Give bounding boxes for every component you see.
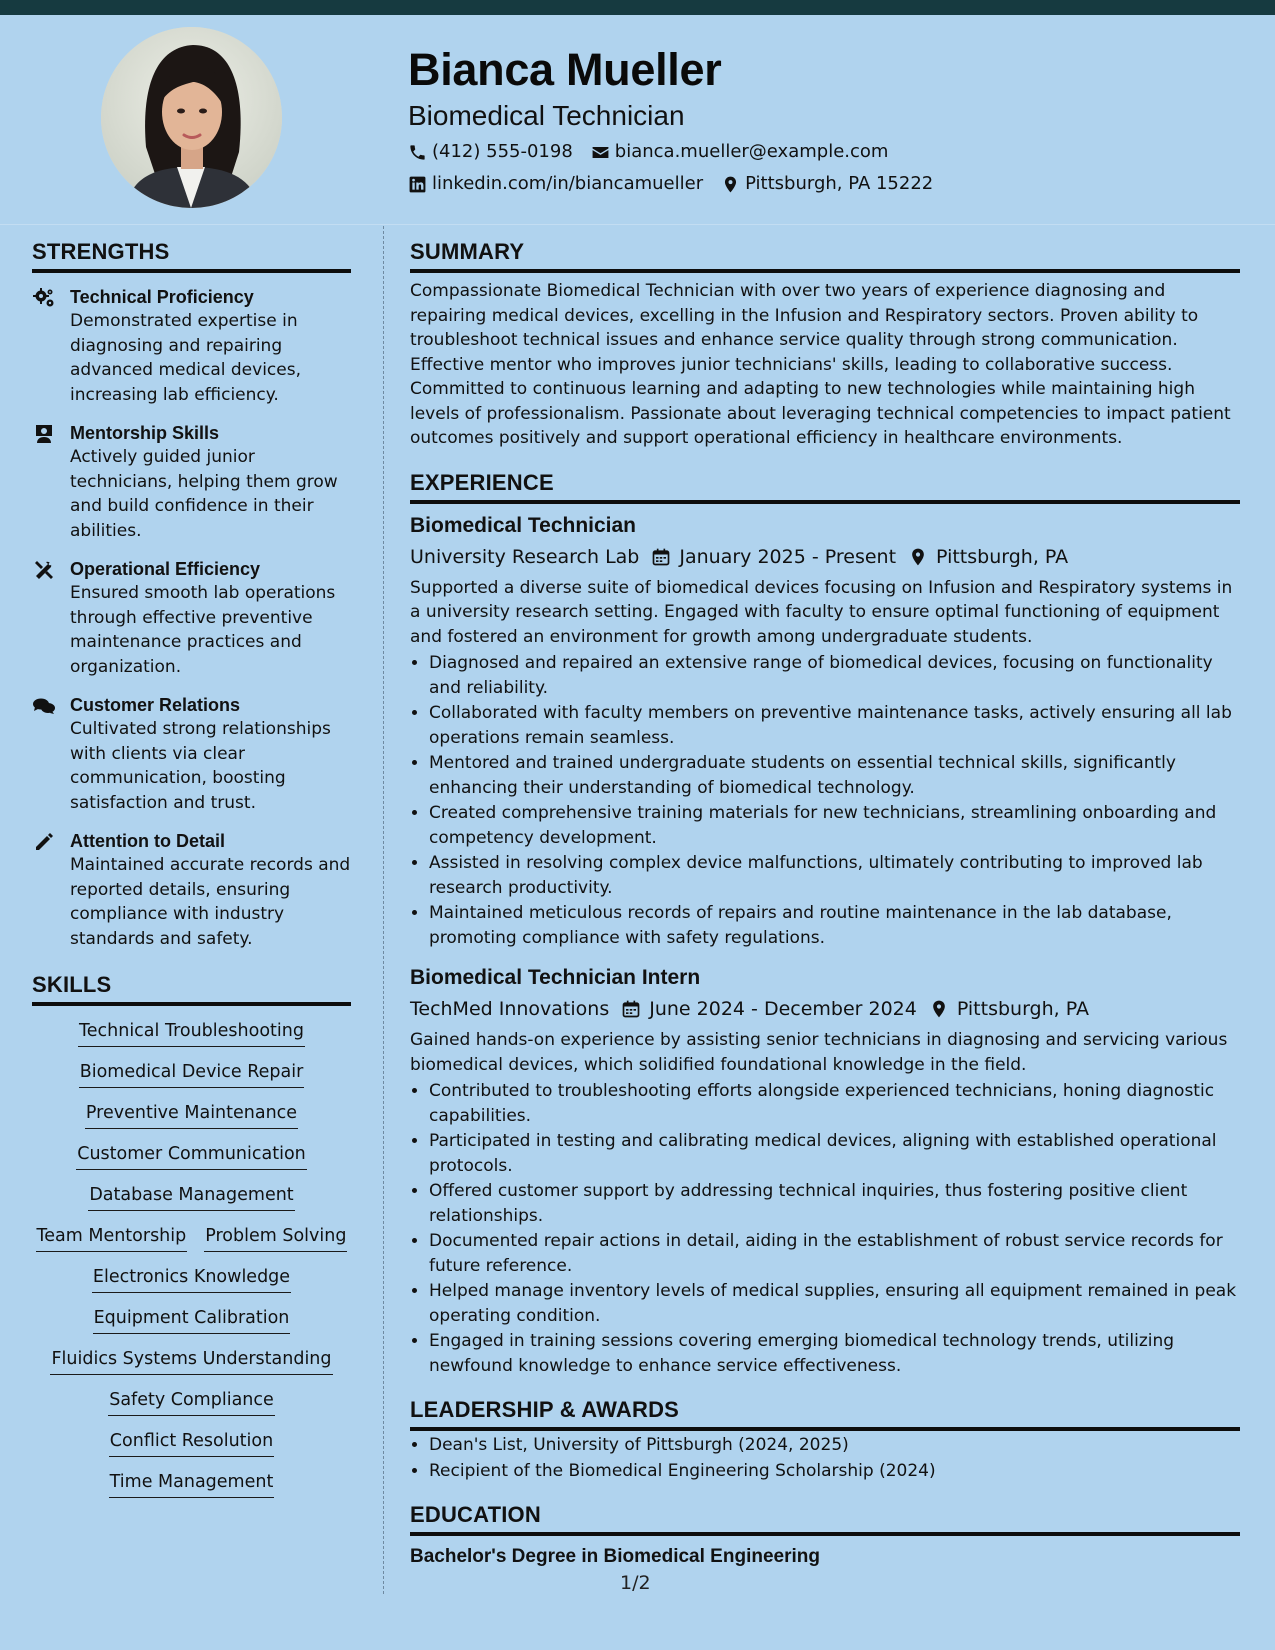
job-title: Biomedical Technician Intern xyxy=(410,966,701,989)
calendar-icon xyxy=(651,547,671,567)
skill-tag: Database Management xyxy=(88,1182,294,1211)
list-item: • Collaborated with faculty members on preventive maintenance tasks, actively ensuring all lab operations remain seamless. xyxy=(429,701,1240,750)
strength-title: Mentorship Skills xyxy=(70,423,220,443)
job-meta xyxy=(410,543,1240,571)
contact-email[interactable] xyxy=(591,139,889,165)
list-item: • Diagnosed and repaired an extensive range of biomedical devices, focusing on functionality and reliability. xyxy=(429,651,1240,700)
job-company: TechMed Innovations xyxy=(410,998,610,1020)
envelope-icon xyxy=(591,143,610,162)
list-item: • Maintained meticulous records of repairs and routine maintenance in the lab database, promoting compliance with safety regulations. xyxy=(429,901,1240,950)
list-item: • Documented repair actions in detail, aiding in the establishment of robust service records for future reference. xyxy=(429,1229,1240,1278)
skill-tag: Fluidics Systems Understanding xyxy=(50,1346,332,1375)
skill-tag: Electronics Knowledge xyxy=(92,1264,291,1293)
comments-icon xyxy=(32,694,56,718)
skills-title: SKILLS xyxy=(32,971,351,1006)
phone-icon xyxy=(408,143,427,162)
candidate-role: Biomedical Technician xyxy=(408,100,685,131)
strength-desc: Maintained accurate records and reported details, ensuring compliance with industry standards and safety. xyxy=(70,855,351,949)
strength-title: Technical Proficiency xyxy=(70,287,254,307)
contact-phone[interactable] xyxy=(408,139,573,165)
strength-title: Operational Efficiency xyxy=(70,559,261,579)
list-item: • Assisted in resolving complex device malfunctions, ultimately contributing to improved lab research productivity. xyxy=(429,851,1240,900)
location-text: Pittsburgh, PA 15222 xyxy=(745,173,934,194)
strength-title: Customer Relations xyxy=(70,695,241,715)
job-meta xyxy=(410,995,1240,1023)
list-item: • Engaged in training sessions covering emerging biomedical technology trends, utilizing newfound knowledge to enhance service effectiveness. xyxy=(429,1329,1240,1378)
skill-tag: Equipment Calibration xyxy=(93,1305,291,1334)
contact-row-1 xyxy=(408,139,1248,165)
column-divider xyxy=(383,226,384,1594)
strength-item xyxy=(32,829,351,951)
job-description: Gained hands-on experience by assisting senior technicians in diagnosing and servicing various biomedical devices, which solidified foundational knowledge in the field. xyxy=(410,1030,1228,1075)
linkedin-icon xyxy=(408,175,427,194)
skill-tag: Team Mentorship xyxy=(36,1223,188,1252)
left-column xyxy=(32,238,351,1498)
job-company: University Research Lab xyxy=(410,545,640,568)
candidate-name: Bianca Mueller xyxy=(408,44,722,95)
skill-tag: Preventive Maintenance xyxy=(85,1100,298,1129)
strength-item xyxy=(32,285,351,407)
summary-text: Compassionate Biomedical Technician with over two years of experience diagnosing and repairing medical devices, excelling in the Infusion and Respiratory sectors. Proven ability to troubleshoot technical issues and enhance service quality through strong communication. Effective mentor who improves junior technicians' skills, leading to collaborative success. Committed to continuous learning and adapting to new technologies while maintaining high levels of professionalism. Passionate about leveraging technical competencies to impact patient outcomes positively and support operational efficiency in healthcare environments. xyxy=(410,281,1231,448)
strength-item xyxy=(32,557,351,679)
skill-tag: Biomedical Device Repair xyxy=(79,1059,305,1088)
skill-tag: Safety Compliance xyxy=(108,1387,275,1416)
job-dates: June 2024 - December 2024 xyxy=(649,998,917,1020)
education-title: EDUCATION xyxy=(410,1501,1240,1536)
job-bullets xyxy=(410,651,1240,950)
email-text: bianca.mueller@example.com xyxy=(614,141,889,162)
strength-title: Attention to Detail xyxy=(70,831,225,851)
list-item: • Helped manage inventory levels of medical supplies, ensuring all equipment remained in peak operating condition. xyxy=(429,1279,1240,1328)
skill-tag: Problem Solving xyxy=(204,1223,347,1252)
summary-title: SUMMARY xyxy=(410,238,1240,273)
linkedin-text: linkedin.com/in/biancamueller xyxy=(432,173,704,194)
map-pin-icon xyxy=(721,175,740,194)
avatar xyxy=(101,27,282,208)
contact-linkedin[interactable] xyxy=(408,171,703,197)
experience-title: EXPERIENCE xyxy=(410,469,1240,504)
awards-title: LEADERSHIP & AWARDS xyxy=(410,1396,1240,1431)
job-title: Biomedical Technician xyxy=(410,513,637,537)
job-entry xyxy=(410,964,1240,1378)
skills-list xyxy=(32,1018,351,1498)
job-location: Pittsburgh, PA xyxy=(936,545,1069,568)
awards-list xyxy=(410,1433,1240,1483)
strength-item xyxy=(32,693,351,815)
strength-desc: Demonstrated expertise in diagnosing and repairing advanced medical devices, increasing lab efficiency. xyxy=(70,311,301,405)
map-pin-icon xyxy=(908,547,928,567)
page-number: 1/2 xyxy=(620,1572,651,1594)
strengths-title: STRENGTHS xyxy=(32,238,351,273)
right-column xyxy=(410,238,1240,1570)
list-item: • Participated in testing and calibrating medical devices, aligning with established operational protocols. xyxy=(429,1129,1240,1178)
strength-desc: Actively guided junior technicians, helping them grow and build confidence in their abilities. xyxy=(70,447,338,541)
contact-location xyxy=(721,171,933,197)
strength-desc: Cultivated strong relationships with clients via clear communication, boosting satisfaction and trust. xyxy=(70,719,331,813)
strength-item xyxy=(32,421,351,543)
top-bar xyxy=(0,0,1275,15)
list-item: • Created comprehensive training materials for new technicians, streamlining onboarding and competency development. xyxy=(429,801,1240,850)
pencil-icon xyxy=(32,830,56,854)
job-entry xyxy=(410,512,1240,951)
gears-icon xyxy=(32,286,56,310)
teacher-icon xyxy=(32,422,56,446)
skill-tag: Conflict Resolution xyxy=(109,1428,274,1457)
strength-desc: Ensured smooth lab operations through effective preventive maintenance practices and organization. xyxy=(70,583,336,677)
profile-photo xyxy=(101,27,282,208)
list-item: • Contributed to troubleshooting efforts alongside experienced technicians, honing diagnostic capabilities. xyxy=(429,1079,1240,1128)
list-item: • Dean's List, University of Pittsburgh (2024, 2025) xyxy=(429,1433,1240,1458)
job-bullets xyxy=(410,1079,1240,1378)
contact-row-2 xyxy=(408,171,1248,197)
skill-tag: Time Management xyxy=(109,1469,275,1498)
tools-icon xyxy=(32,558,56,582)
list-item: • Recipient of the Biomedical Engineering Scholarship (2024) xyxy=(429,1459,1240,1484)
header-separator xyxy=(0,224,1275,225)
job-location: Pittsburgh, PA xyxy=(956,998,1089,1020)
education-degree: Bachelor's Degree in Biomedical Engineering xyxy=(410,1546,820,1567)
list-item: • Mentored and trained undergraduate students on essential technical skills, significantly enhancing their understanding of biomedical technology. xyxy=(429,751,1240,800)
map-pin-icon xyxy=(929,999,949,1019)
skill-tag: Customer Communication xyxy=(76,1141,307,1170)
calendar-icon xyxy=(621,999,641,1019)
job-description: Supported a diverse suite of biomedical devices focusing on Infusion and Respiratory systems in a university research setting. Engaged with faculty to ensure optimal functioning of equipment and fostered an environment for growth among undergraduate students. xyxy=(410,577,1233,647)
job-dates: January 2025 - Present xyxy=(679,545,897,568)
resume-header xyxy=(408,42,1248,197)
list-item: • Offered customer support by addressing technical inquiries, thus fostering positive client relationships. xyxy=(429,1179,1240,1228)
phone-text: (412) 555-0198 xyxy=(432,141,573,162)
skill-tag: Technical Troubleshooting xyxy=(78,1018,305,1047)
